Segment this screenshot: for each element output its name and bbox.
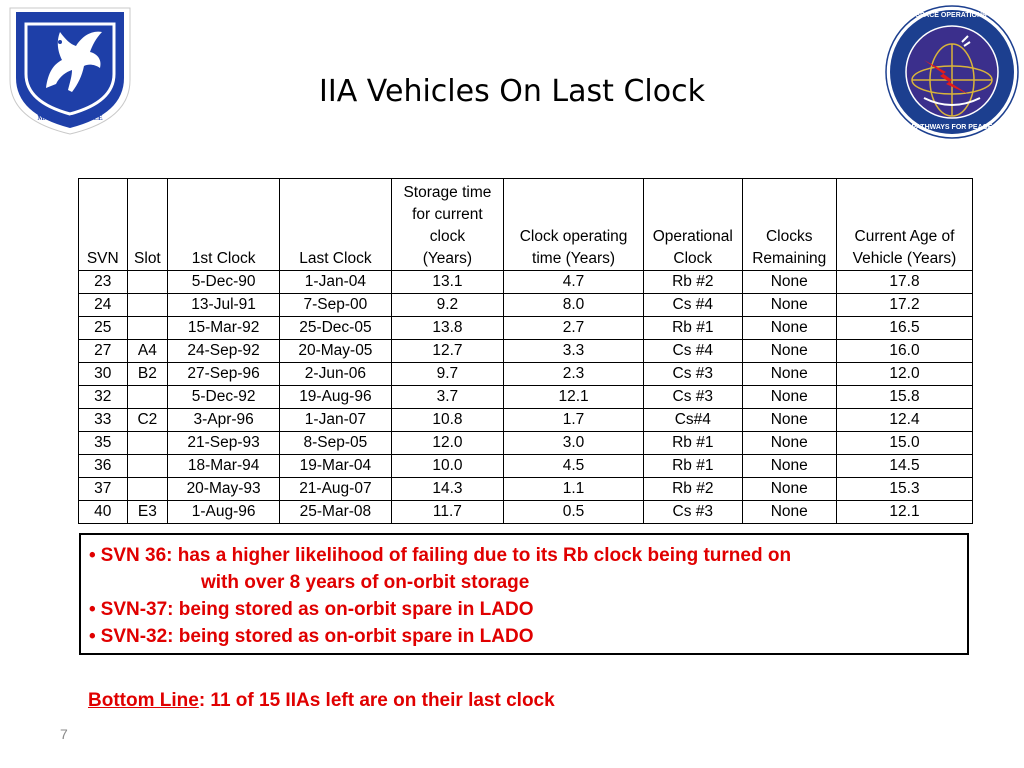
cell-clocks-remaining: None (742, 432, 836, 455)
cell-vehicle-age: 14.5 (836, 455, 972, 478)
cell-first-clock: 27-Sep-96 (168, 363, 280, 386)
cell-svn: 33 (79, 409, 128, 432)
cell-clocks-remaining: None (742, 294, 836, 317)
cell-operational-clock: Cs #4 (644, 340, 743, 363)
right-logo-top-text: 2d SPACE OPERATIONS SQ (905, 12, 999, 19)
bullet: • (89, 599, 96, 620)
cell-operational-clock: Cs #3 (644, 363, 743, 386)
cell-slot (127, 317, 168, 340)
table-row (79, 455, 973, 478)
cell-operational-clock: Rb #2 (644, 478, 743, 501)
cell-first-clock: 18-Mar-94 (168, 455, 280, 478)
cell-vehicle-age: 12.0 (836, 363, 972, 386)
cell-last-clock: 7-Sep-00 (280, 294, 392, 317)
cell-operating-time: 1.1 (504, 478, 644, 501)
table-row (79, 340, 973, 363)
cell-storage-time: 9.7 (391, 363, 503, 386)
table-row (79, 432, 973, 455)
right-logo-bottom-text: PATHWAYS FOR PEACE (911, 124, 993, 131)
cell-vehicle-age: 17.8 (836, 271, 972, 294)
cell-operating-time: 3.0 (504, 432, 644, 455)
cell-vehicle-age: 12.1 (836, 501, 972, 524)
notes-box (79, 533, 969, 655)
header-first-clock: 1st Clock (168, 179, 280, 271)
cell-slot: A4 (127, 340, 168, 363)
cell-first-clock: 21-Sep-93 (168, 432, 280, 455)
cell-last-clock: 25-Mar-08 (280, 501, 392, 524)
cell-operating-time: 12.1 (504, 386, 644, 409)
header-svn: SVN (79, 179, 128, 271)
table-row (79, 501, 973, 524)
cell-storage-time: 10.0 (391, 455, 503, 478)
cell-operational-clock: Cs #4 (644, 294, 743, 317)
page-title: IIA Vehicles On Last Clock (319, 74, 705, 109)
header-vehicle-age: Current Age of Vehicle (Years) (836, 179, 972, 271)
cell-operational-clock: Cs #3 (644, 386, 743, 409)
cell-svn: 27 (79, 340, 128, 363)
cell-last-clock: 19-Mar-04 (280, 455, 392, 478)
cell-first-clock: 13-Jul-91 (168, 294, 280, 317)
cell-slot (127, 386, 168, 409)
table-row (79, 317, 973, 340)
note-item: • SVN-32: being stored as on-orbit spare in LADO (89, 626, 534, 647)
cell-clocks-remaining: None (742, 455, 836, 478)
cell-last-clock: 2-Jun-06 (280, 363, 392, 386)
note-item-continuation: with over 8 years of on-orbit storage (201, 572, 530, 593)
cell-svn: 30 (79, 363, 128, 386)
cell-slot: E3 (127, 501, 168, 524)
cell-last-clock: 21-Aug-07 (280, 478, 392, 501)
table-row (79, 294, 973, 317)
table-row (79, 363, 973, 386)
cell-slot (127, 294, 168, 317)
cell-slot (127, 455, 168, 478)
cell-operational-clock: Rb #1 (644, 432, 743, 455)
cell-last-clock: 8-Sep-05 (280, 432, 392, 455)
2nd-space-operations-squadron-emblem-icon (884, 2, 1020, 142)
table-row (79, 409, 973, 432)
cell-operational-clock: Rb #1 (644, 317, 743, 340)
cell-clocks-remaining: None (742, 478, 836, 501)
cell-storage-time: 3.7 (391, 386, 503, 409)
cell-first-clock: 5-Dec-92 (168, 386, 280, 409)
table-header-row (79, 179, 973, 271)
table-row (79, 478, 973, 501)
cell-clocks-remaining: None (742, 386, 836, 409)
cell-operational-clock: Rb #1 (644, 455, 743, 478)
cell-operating-time: 1.7 (504, 409, 644, 432)
cell-storage-time: 11.7 (391, 501, 503, 524)
cell-first-clock: 5-Dec-90 (168, 271, 280, 294)
cell-slot: C2 (127, 409, 168, 432)
cell-svn: 40 (79, 501, 128, 524)
cell-vehicle-age: 16.5 (836, 317, 972, 340)
cell-slot (127, 478, 168, 501)
cell-vehicle-age: 12.4 (836, 409, 972, 432)
cell-clocks-remaining: None (742, 409, 836, 432)
cell-storage-time: 10.8 (391, 409, 503, 432)
cell-vehicle-age: 15.3 (836, 478, 972, 501)
cell-first-clock: 3-Apr-96 (168, 409, 280, 432)
bullet: • (89, 626, 96, 647)
cell-storage-time: 12.7 (391, 340, 503, 363)
cell-first-clock: 20-May-93 (168, 478, 280, 501)
cell-last-clock: 1-Jan-04 (280, 271, 392, 294)
cell-operating-time: 4.7 (504, 271, 644, 294)
header-storage-time: Storage time for current clock (Years) (391, 179, 503, 271)
cell-storage-time: 14.3 (391, 478, 503, 501)
header-last-clock: Last Clock (280, 179, 392, 271)
cell-svn: 23 (79, 271, 128, 294)
cell-last-clock: 19-Aug-96 (280, 386, 392, 409)
cell-svn: 36 (79, 455, 128, 478)
cell-vehicle-age: 16.0 (836, 340, 972, 363)
bullet: • (89, 545, 96, 566)
note-item: • SVN-37: being stored as on-orbit spare in LADO (89, 599, 534, 620)
bottom-line (88, 690, 555, 712)
cell-storage-time: 13.1 (391, 271, 503, 294)
page-number: 7 (60, 726, 68, 742)
cell-svn: 24 (79, 294, 128, 317)
cell-vehicle-age: 15.0 (836, 432, 972, 455)
header-operational-clock: Operational Clock (644, 179, 743, 271)
cell-svn: 37 (79, 478, 128, 501)
cell-operating-time: 8.0 (504, 294, 644, 317)
cell-clocks-remaining: None (742, 501, 836, 524)
cell-operating-time: 2.3 (504, 363, 644, 386)
cell-vehicle-age: 15.8 (836, 386, 972, 409)
cell-storage-time: 13.8 (391, 317, 503, 340)
cell-slot: B2 (127, 363, 168, 386)
table-row (79, 271, 973, 294)
cell-clocks-remaining: None (742, 363, 836, 386)
cell-operational-clock: Rb #2 (644, 271, 743, 294)
cell-first-clock: 15-Mar-92 (168, 317, 280, 340)
bottom-line-label: Bottom Line (88, 690, 199, 711)
cell-storage-time: 12.0 (391, 432, 503, 455)
cell-last-clock: 25-Dec-05 (280, 317, 392, 340)
cell-first-clock: 24-Sep-92 (168, 340, 280, 363)
bottom-line-text: : 11 of 15 IIAs left are on their last clock (198, 690, 555, 711)
cell-operating-time: 3.3 (504, 340, 644, 363)
cell-storage-time: 9.2 (391, 294, 503, 317)
cell-slot (127, 271, 168, 294)
note-item: • SVN 36: has a higher likelihood of failing due to its Rb clock being turned on (89, 545, 792, 566)
cell-slot (127, 432, 168, 455)
cell-svn: 35 (79, 432, 128, 455)
clock-table (78, 178, 973, 524)
header-clock-operating-time: Clock operating time (Years) (504, 179, 644, 271)
header-slot: Slot (127, 179, 168, 271)
cell-clocks-remaining: None (742, 340, 836, 363)
cell-last-clock: 20-May-05 (280, 340, 392, 363)
cell-operating-time: 0.5 (504, 501, 644, 524)
cell-operational-clock: Cs #3 (644, 501, 743, 524)
cell-clocks-remaining: None (742, 271, 836, 294)
header-clocks-remaining: Clocks Remaining (742, 179, 836, 271)
cell-first-clock: 1-Aug-96 (168, 501, 280, 524)
cell-vehicle-age: 17.2 (836, 294, 972, 317)
cell-clocks-remaining: None (742, 317, 836, 340)
cell-operating-time: 4.5 (504, 455, 644, 478)
cell-last-clock: 1-Jan-07 (280, 409, 392, 432)
cell-operating-time: 2.7 (504, 317, 644, 340)
left-logo-text: MASTER OF SPACE (37, 114, 103, 122)
table-row (79, 386, 973, 409)
cell-svn: 25 (79, 317, 128, 340)
cell-svn: 32 (79, 386, 128, 409)
cell-operational-clock: Cs#4 (644, 409, 743, 432)
